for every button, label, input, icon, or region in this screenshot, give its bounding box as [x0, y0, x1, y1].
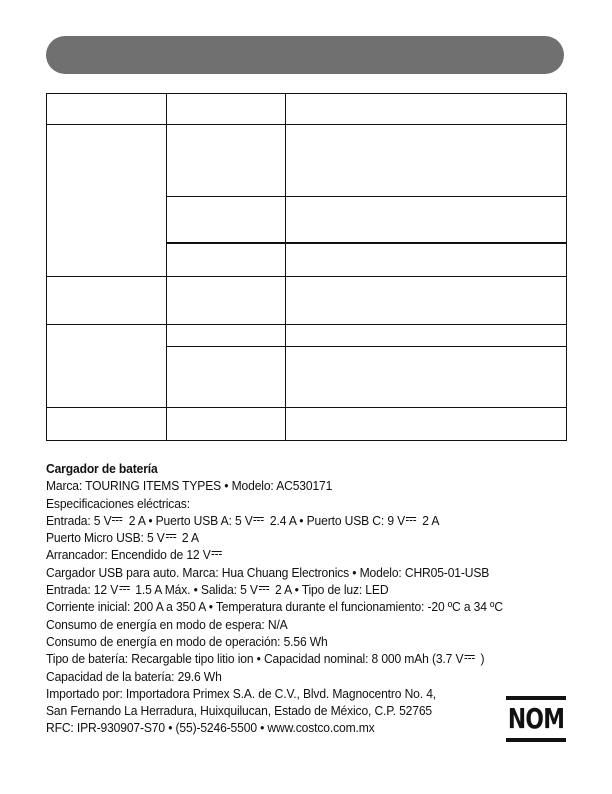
info-line: Capacidad de la batería: 29.6 Wh	[46, 668, 222, 684]
dc-symbol-icon	[406, 516, 416, 524]
header-banner	[46, 36, 564, 74]
info-line: Consumo de energía en modo de operación: 5.56 Wh	[46, 633, 328, 649]
table-cell	[167, 197, 286, 243]
table-cell	[286, 325, 567, 347]
table-row	[47, 408, 567, 441]
info-line: Entrada: 12 V 1.5 A Máx. • Salida: 5 V 2 A • Tipo de luz: LED	[46, 582, 389, 598]
table-cell	[167, 243, 286, 277]
info-line: Arrancador: Encendido de 12 V	[46, 546, 465, 563]
dc-symbol-icon	[464, 654, 474, 662]
dc-symbol-icon	[166, 533, 176, 541]
table-cell	[167, 277, 286, 325]
table-cell	[47, 125, 167, 277]
table-row	[47, 277, 567, 325]
dc-symbol-icon	[119, 585, 129, 593]
info-line: Tipo de batería: Recargable tipo litio ion • Capacidad nominal: 8 000 mAh (3.7 V )	[46, 651, 485, 667]
info-line: Entrada: 5 V 2 A • Puerto USB A: 5 V 2.4 A • Puerto USB C: 9 V 2 A	[46, 512, 440, 528]
info-line: RFC: IPR-930907-S70 • (55)-5246-5500 • www.costco.com.mx	[46, 720, 375, 736]
table-row	[47, 94, 567, 125]
info-line: San Fernando La Herradura, Huixquilucan, Estado de México, C.P. 52765	[46, 703, 433, 719]
table-row	[47, 125, 567, 197]
table-cell	[167, 408, 286, 441]
nom-logo-text: NOM	[507, 702, 565, 735]
table-cell	[286, 408, 567, 441]
table-cell	[47, 277, 167, 325]
table-row	[47, 325, 567, 347]
table-cell	[286, 94, 567, 125]
info-line: Puerto Micro USB: 5 V 2 A	[46, 530, 199, 546]
info-line: Marca: TOURING ITEMS TYPES • Modelo: AC530171	[46, 478, 333, 494]
table-cell	[47, 325, 167, 408]
table-cell	[286, 197, 567, 243]
info-line: Especificaciones eléctricas:	[46, 495, 190, 511]
dc-symbol-icon	[259, 585, 269, 593]
info-line: Cargador USB para auto. Marca: Hua Chuang Electronics • Modelo: CHR05-01-USB	[46, 564, 490, 580]
info-line: Importado por: Importadora Primex S.A. de C.V., Blvd. Magnocentro No. 4,	[46, 685, 437, 701]
table-cell	[47, 408, 167, 441]
product-title: Cargador de batería	[46, 461, 158, 476]
nom-logo	[506, 696, 566, 742]
table-cell	[167, 125, 286, 197]
table-cell	[286, 347, 567, 408]
product-info	[46, 460, 503, 737]
dc-symbol-icon	[112, 516, 122, 524]
table-cell	[286, 277, 567, 325]
dc-symbol-icon	[212, 550, 222, 558]
table-cell	[167, 325, 286, 347]
table-cell	[167, 94, 286, 125]
table-cell	[286, 243, 567, 277]
table-cell	[47, 94, 167, 125]
table-cell	[167, 347, 286, 408]
info-line: Consumo de energía en modo de espera: N/A	[46, 616, 288, 632]
dc-symbol-icon	[254, 516, 264, 524]
table-cell	[286, 125, 567, 197]
spec-table	[46, 93, 567, 441]
info-line: Corriente inicial: 200 A a 350 A • Temperatura durante el funcionamiento: -20 ºC a 34 ºC	[46, 599, 503, 615]
